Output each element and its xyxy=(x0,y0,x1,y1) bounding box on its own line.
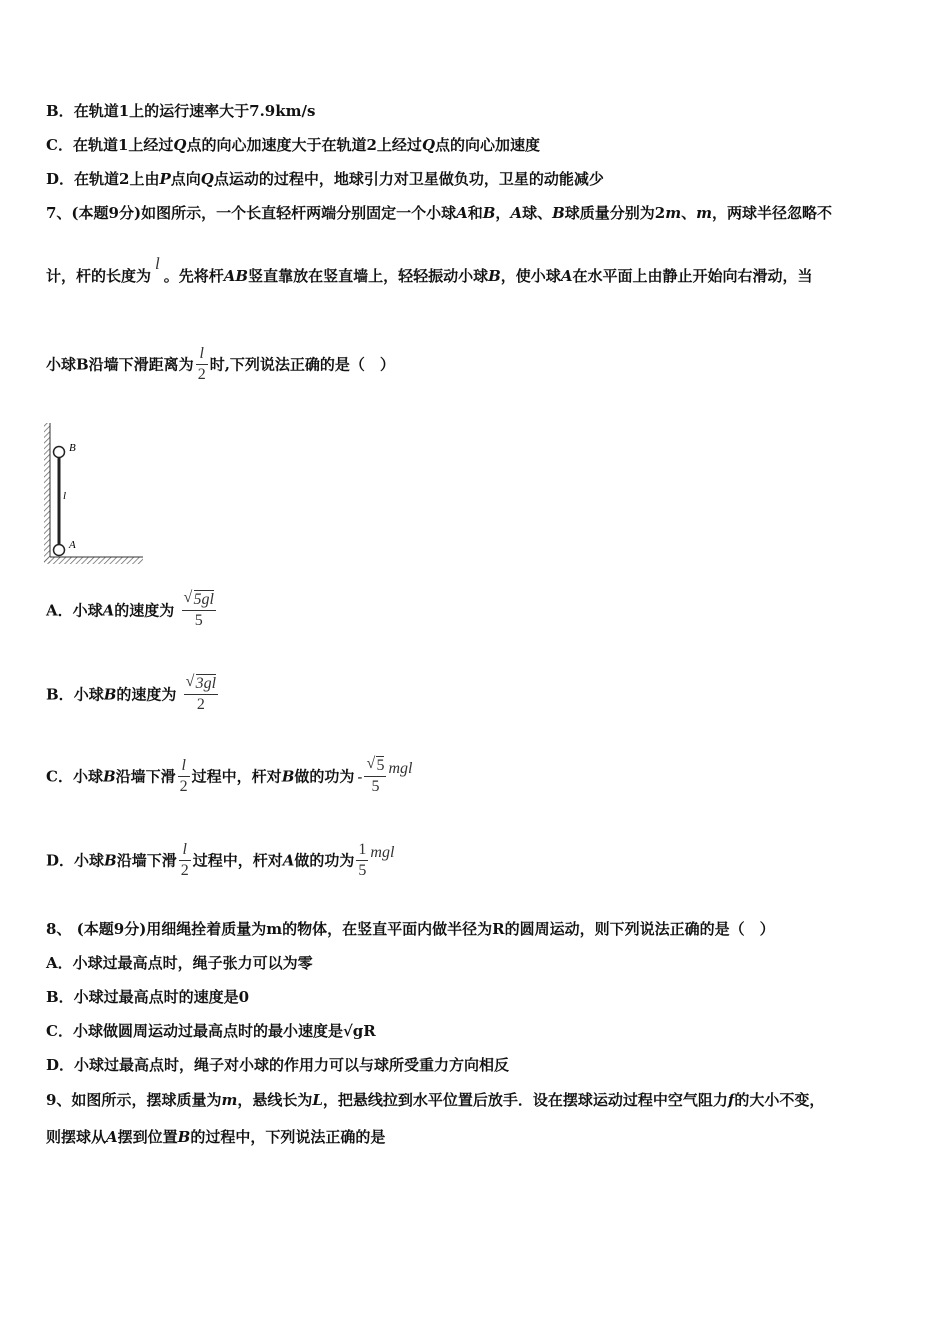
q8-option-c: C．小球做圆周运动过最高点时的最小速度是√gR xyxy=(46,1022,376,1040)
q9-stem-line1: 9、如图所示，摆球质量为m，悬线长为L，把悬线拉到水平位置后放手．设在摆球运动过程中空气阻力f的大小不变， xyxy=(46,1091,825,1109)
label-b: B xyxy=(69,442,76,454)
wall-rod-figure xyxy=(44,420,146,568)
prev-option-c: C．在轨道1上经过Q点的向心加速度大于在轨道2上经过Q点的向心加速度 xyxy=(46,136,541,154)
q7-option-d: D．小球B沿墙下滑 $\frac{l}{2}$ 过程中，杆对A做的功为 $\frac{1}{5}$ mgl xyxy=(46,841,395,879)
q7-stem-line2: 计，杆的长度为l。先将杆AB竖直靠放在竖直墙上，轻轻振动小球B，使小球A在水平面上由静止开始向右滑动，当 xyxy=(46,254,813,285)
label-a: A xyxy=(69,539,76,551)
q8-stem: 8、 (本题9分)用细绳拴着质量为m的物体，在竖直平面内做半径为R的圆周运动，则下列说法正确的是（ ） xyxy=(46,920,775,938)
q9-stem-line2: 则摆球从A摆到位置B的过程中，下列说法正确的是 xyxy=(46,1128,386,1146)
q7-option-a: A．小球A的速度为 √ 5gl 5 xyxy=(46,589,214,629)
q7-option-b: B．小球B的速度为 √ 3gl 2 xyxy=(46,673,217,713)
q8-option-a: A．小球过最高点时，绳子张力可以为零 xyxy=(46,954,313,972)
prev-option-b: B．在轨道1上的运行速率大于7.9km/s xyxy=(46,102,316,120)
ball-a xyxy=(54,545,65,556)
prev-option-d: D．在轨道2上由P点向Q点运动的过程中，地球引力对卫星做负功，卫星的动能减少 xyxy=(46,170,604,188)
ball-b xyxy=(54,447,65,458)
label-l: l xyxy=(63,490,67,502)
q7-stem-line1: 7、(本题9分)如图所示，一个长直轻杆两端分别固定一个小球A和B，A球、B球质量分别为2m、m，两球半径忽略不 xyxy=(46,204,833,222)
q7-stem-line3: 小球B沿墙下滑距离为 $\frac{l}{2}$ 时,下列说法正确的是（ ） xyxy=(46,345,395,383)
q8-option-d: D．小球过最高点时，绳子对小球的作用力可以与球所受重力方向相反 xyxy=(46,1056,510,1074)
q7-option-c: C．小球B沿墙下滑 $\frac{l}{2}$ 过程中，杆对B做的功为 - √ 5 5 mgl xyxy=(46,755,413,795)
q8-option-b: B．小球过最高点时的速度是0 xyxy=(46,988,250,1006)
